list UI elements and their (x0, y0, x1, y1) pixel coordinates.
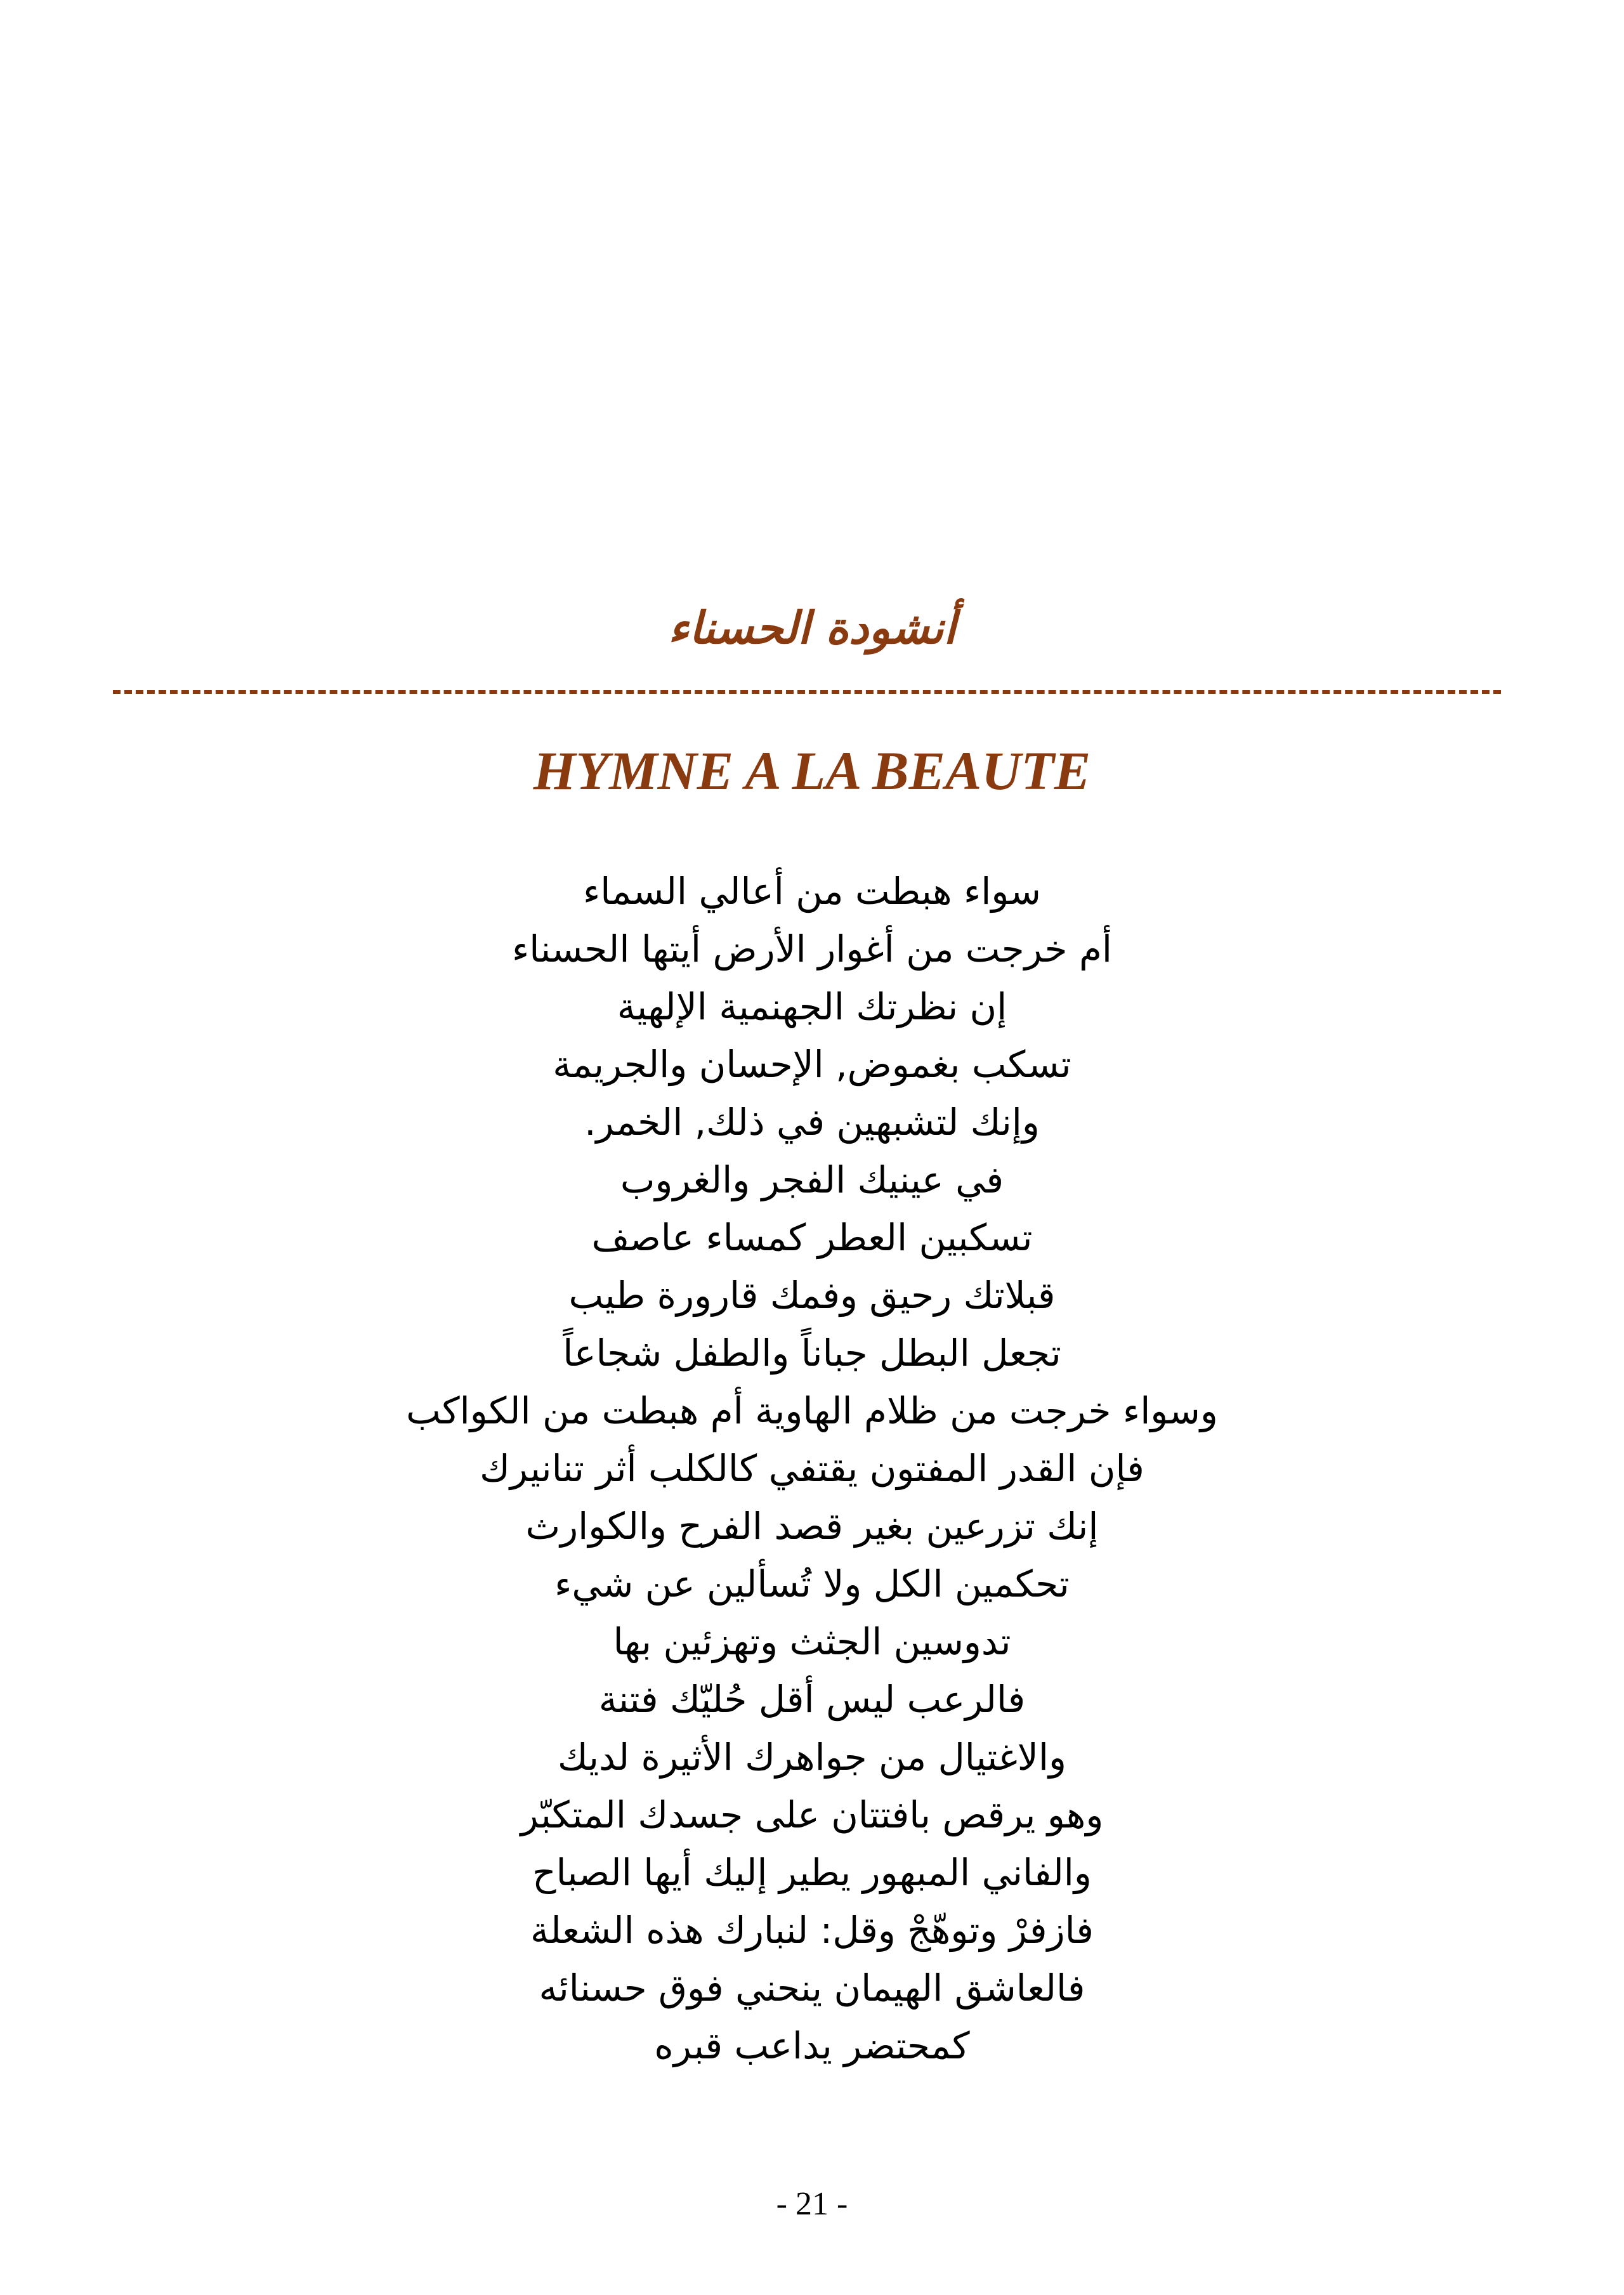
poem-line: تجعل البطل جباناً والطفل شجاعاً (563, 1331, 1061, 1375)
poem-line: وسواء خرجت من ظلام الهاوية أم هبطت من الكواكب (406, 1389, 1218, 1432)
poem-line: في عينيك الفجر والغروب (620, 1158, 1004, 1201)
dashed-divider (113, 690, 1501, 694)
poem-body (190, 863, 1434, 2075)
poem-line: تسكب بغموض, الإحسان والجريمة (553, 1043, 1071, 1086)
poem-line: فإن القدر المفتون يقتفي كالكلب أثر تنانيرك (480, 1447, 1144, 1490)
poem-line: قبلاتك رحيق وفمك قارورة طيب (568, 1274, 1056, 1317)
poem-line: فازفرْ وتوهّجْ وقل: لنبارك هذه الشعلة (530, 1909, 1094, 1952)
arabic-title: أنشودة الحسناء (668, 602, 956, 654)
poem-line: وهو يرقص بافتتان على جسدك المتكبّر (520, 1793, 1104, 1836)
poem-line: إن نظرتك الجهنمية الإلهية (617, 985, 1007, 1028)
poem-line: إنك تزرعين بغير قصد الفرح والكوارث (525, 1505, 1099, 1548)
poem-line: تدوسين الجثث وتهزئين بها (613, 1620, 1011, 1663)
poem-line: كمحتضر يداعب قبره (654, 2024, 970, 2067)
poem-line: تحكمين الكل ولا تُسألين عن شيء (554, 1562, 1070, 1605)
poem-line: أم خرجت من أغوار الأرض أيتها الحسناء (512, 927, 1112, 971)
poem-line: فالعاشق الهيمان ينحني فوق حسنائه (539, 1966, 1085, 2010)
poem-line: والاغتيال من جواهرك الأثيرة لديك (557, 1736, 1066, 1779)
poem-line: تسكبين العطر كمساء عاصف (591, 1216, 1033, 1259)
poem-line: والفاني المبهور يطير إليك أيها الصباح (532, 1851, 1092, 1894)
poem-line: وإنك لتشبهين في ذلك, الخمر. (584, 1101, 1040, 1144)
page-number: - 21 - (776, 2186, 848, 2222)
poem-line: سواء هبطت من أعالي السماء (583, 870, 1041, 913)
poem-line: فالرعب ليس أقل حُليّك فتنة (598, 1678, 1026, 1721)
french-title: HYMNE A LA BEAUTE (533, 740, 1091, 801)
